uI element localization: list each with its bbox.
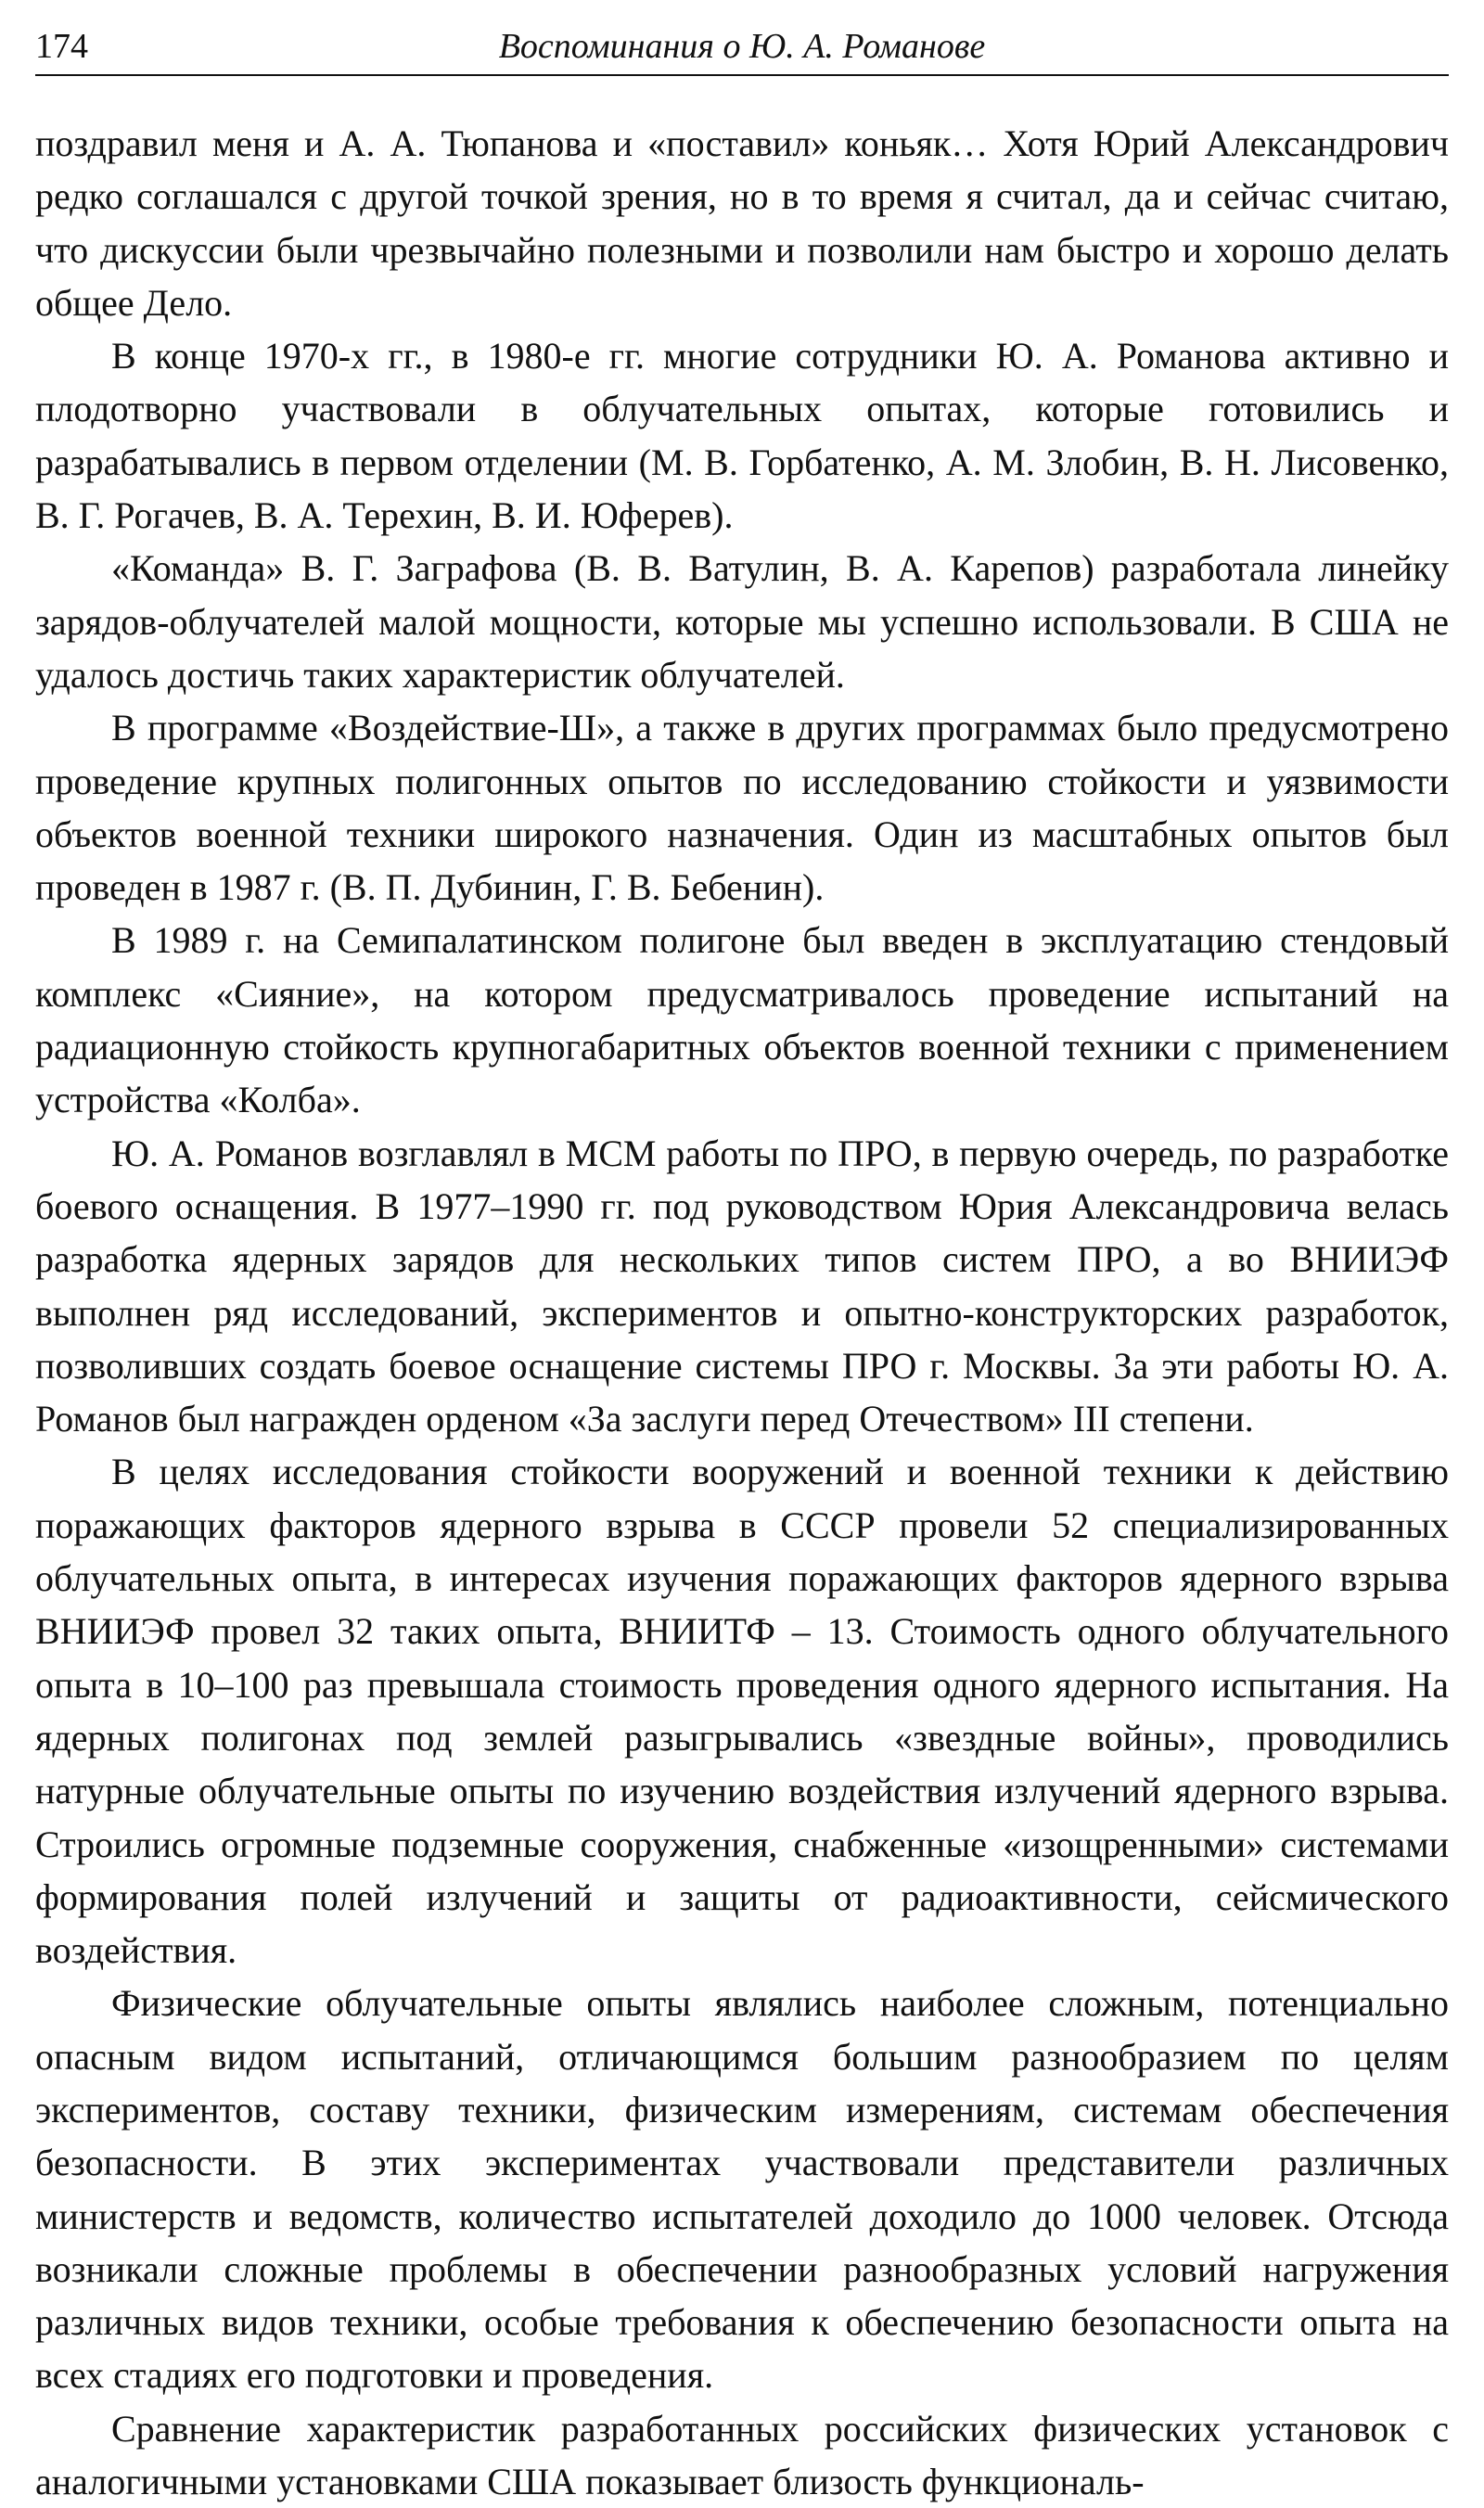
paragraph: Сравнение характеристик разработанных российских физических установок с аналогичными установками США показывает близость функциональ- — [35, 2407, 1449, 2503]
running-head — [35, 20, 1449, 76]
paragraph: «Команда» В. Г. Заграфова (В. В. Ватулин, В. А. Карепов) разработала линейку зарядов-облучателей малой мощности, которые мы успешно использовали. В США не удалось достичь таких характеристик облучателей. — [35, 547, 1449, 696]
paragraph: В целях исследования стойкости вооружений и военной техники к действию поражающих факторов ядерного взрыва в СССР провели 52 специализированных облучательных опыта, в интересах изучения поражающих факторов ядерного взрыва ВНИИЭФ провел 32 таких опыта, ВНИИТФ – 13. Стоимость одного облучательного опыта в 10–100 раз превышала стоимость проведения одного ядерного испытания. На ядерных полигонах под землей разыгрывались «звездные войны», проводились натурные облучательные опыты по изучению воздействия излучений ядерного взрыва. Строились огромные подземные сооружения, снабженные «изощренными» системами формирования полей излучений и защиты от радиоактивности, сейсмического воздействия. — [35, 1451, 1449, 1972]
running-title: Воспоминания о Ю. А. Романове — [498, 27, 986, 66]
paragraph-continuation: поздравил меня и А. А. Тюпанова и «поставил» коньяк… Хотя Юрий Александрович редко соглашался с другой точкой зрения, но в то время я считал, да и сейчас считаю, что дискуссии были чрезвычайно полезными и позволили нам быстро и хорошо делать общее Дело. — [35, 122, 1449, 324]
paragraph: Ю. А. Романов возглавлял в МСМ работы по ПРО, в первую очередь, по разработке боевого оснащения. В 1977–1990 гг. под руководством Юрия Александровича велась разработка ядерных зарядов для нескольких типов систем ПРО, а во ВНИИЭФ выполнен ряд исследований, экспериментов и опытно-конструкторских разработок, позволивших создать боевое оснащение системы ПРО г. Москвы. За эти работы Ю. А. Романов был награжден орденом «За заслуги перед Отечеством» III степени. — [35, 1132, 1449, 1440]
body-text — [35, 117, 1449, 2508]
paragraph: В программе «Воздействие-Ш», а также в других программах было предусмотрено проведение крупных полигонных опытов по исследованию стойкости и уязвимости объектов военной техники широкого назначения. Один из масштабных опытов был проведен в 1987 г. (В. П. Дубинин, Г. В. Бебенин). — [35, 707, 1449, 909]
paragraph: Физические облучательные опыты являлись наиболее сложным, потенциально опасным видом испытаний, отличающимся большим разнообразием по целям экспериментов, составу техники, физическим измерениям, системам обеспечения безопасности. В этих экспериментах участвовали представители различных министерств и ведомств, количество испытателей доходило до 1000 человек. Отсюда возникали сложные проблемы в обеспечении разнообразных условий нагружения различных видов техники, особые требования к обеспечению безопасности опыта на всех стадиях его подготовки и проведения. — [35, 1982, 1449, 2397]
paragraph: В 1989 г. на Семипалатинском полигоне был введен в эксплуатацию стендовый комплекс «Сияние», на котором предусматривалось проведение испытаний на радиационную стойкость крупногабаритных объектов военной техники с применением устройства «Колба». — [35, 919, 1449, 1121]
book-page — [35, 20, 1449, 2503]
page-number: 174 — [35, 27, 88, 66]
paragraph: В конце 1970-х гг., в 1980-е гг. многие сотрудники Ю. А. Романова активно и плодотворно участвовали в облучательных опытах, которые готовились и разрабатывались в первом отделении (М. В. Горбатенко, А. М. Злобин, В. Н. Лисовенко, В. Г. Рогачев, В. А. Терехин, В. И. Юферев). — [35, 335, 1449, 537]
